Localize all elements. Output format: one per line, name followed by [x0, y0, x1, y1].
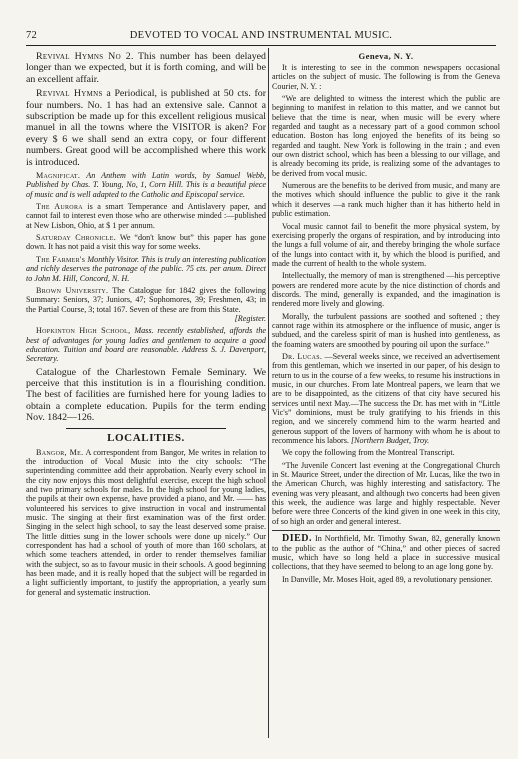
- magnificat-lead: Magnificat.: [36, 171, 81, 181]
- farmers-visitor-paragraph: [26, 255, 266, 283]
- charlestown-seminary-paragraph: Catalogue of the Charlestown Female Seminary. We perceive that this institution is in a flourishing condition. The best of facilities are furnished here for young ladies to obtain a complete education. Pupils for the term ending Nov. 1842—126.: [26, 366, 266, 424]
- page-number: 72: [26, 30, 38, 41]
- bangor-paragraph: [26, 448, 266, 598]
- aurora-paragraph: [26, 202, 266, 230]
- bangor-lead: Bangor, Me.: [36, 447, 84, 457]
- column-divider: [268, 48, 269, 738]
- geneva-heading: Geneva, N. Y.: [358, 51, 414, 61]
- brown-university-source: [Register.: [234, 313, 266, 323]
- revival-hymns-2-paragraph: [26, 51, 266, 85]
- geneva-paragraph-4: Intellectually, the memory of man is strengthened —his perceptive powers are rendered more acute by the nice distinction of chords and discords. The mind, generally is expanded, and the imagination is rendered more lively and glowing.: [272, 271, 500, 309]
- brown-university-lead: Brown University.: [36, 285, 109, 295]
- aurora-lead: The Aurora: [36, 202, 83, 212]
- brown-university-body: The Catalogue for 1842 gives the following Summary: Seniors, 37; Juniors, 47; Sophomores, 39; Freshmen, 43; in the Partial Course, 3; total 167. Seven of these are from this State.: [26, 285, 266, 314]
- magnificat-paragraph: [26, 171, 266, 199]
- farmers-visitor-body: Monthly Visitor. This is truly an interesting publication and richly deserves the patronage of the public. 75 cts. per anum. Direct to John M. Hill, Concord, N. H.: [26, 254, 266, 283]
- magnificat-body: An Anthem with Latin words, by Samuel Webb, Published by Chas. T. Young, No, 1, Corn Hill. This is a beautiful piece of music and is well adapted to the Catholic and Episcopal service.: [26, 171, 266, 199]
- hopkinton-body: Mass. recently established, affords the best of advantages for young ladies and gentlemen to acquire a good education. Tuition and board are reasonable. Address S. J. Davenport, Secretary.: [26, 326, 266, 364]
- died-body: In Northfield, Mr. Timothy Swan, 82, generally known to the public as the author of “China,” and other pieces of sacred music, which have so long held a place in successive musical collections, that they have seemed to belong to an age long gone by.: [272, 534, 500, 572]
- brown-university-paragraph: [26, 286, 266, 314]
- bangor-body: A correspondent from Bangor, Me writes in relation to the introduction of Vocal Music into the city schools: “The superintending committee add their approbation. Nearly every school in the city now enjoys this most delightful exercise, except the high school and two primary schools for males. In the high school for young ladies, the pupils at their own expense, have provided a piano, and Mr. —— has volunteered his services to give instruction in vocal and instrumental music. The singing at their first examination was of the first order. Singing in the select high school, to say the least deserved some praise. The little ditties sung in the lower schools were done up nicely.” Our correspondent has had a school of youth of more than 160 scholars, at which some teachers attended, in order to render themselves familiar with the subject, so as to favour music in their schools. A good beginning has been made, and it is really hoped that the subject will be regarded in a light sufficiently important, to justify the appropriation, a yearly sum for general and systematic instruction.: [26, 447, 266, 597]
- geneva-paragraph-1: “We are delighted to witness the interest which the public are beginning to manifest in relation to this matter, and we cannot but believe that the time is near, when music will be every where regarded and taught as a necessary part of a good common school education. Boston has long enjoyed the benefits of its being so regarded and taught. New York is following in the train ; and even our own district school, which has been a blessing to our village, and is already becoming its pride, is realizing some of the advantages to be derived from vocal music.: [272, 94, 500, 178]
- saturday-chronicle-paragraph: [26, 233, 266, 252]
- left-column: [26, 51, 266, 741]
- dr-lucas-body: —Several weeks since, we received an advertisement from this gentleman, which we inserted in our paper, of his design to return to us in the course of a few weeks, to resume his instructions in music, in our churches. From late Montreal papers, we learn that we are to be disappointed, as the citizens of that city have secured his services until next May.—The success the Dr. has met with in “Little Vic's” dominions, must be truly gratifying to his friends in this region, and we sincerely commend him to the warm hearted and generous support of the lovers of harmony with whom he is about to recommence his labors.: [272, 351, 500, 446]
- aurora-body: is a smart Temperance and Antislavery paper, and cannot fail to interest even those who are otherwise minded :—published at New Lisbon, Ohio, at $ 1 per annum.: [26, 202, 266, 230]
- juvenile-concert-paragraph: “The Juvenile Concert last evening at the Congregational Church in St. Maurice Street, under the direction of Mr. Lucas, like the two in the American Church, was highly interesting and satisfactory. The evening was very pleasant, and although two concerts had been given this week, the audience was large and highly respectable. Never before were three Concerts of the kind given in one week in this city, of so high an order and general interest.: [272, 460, 500, 526]
- revival-hymns-periodical-body: a Periodical, is published at 50 cts. for four numbers. No. 1 has had an extensive sale. Cannot a subscription be made up for this excellent religious musical manuel in all the towns where the VISITOR is aken? For every $ 6 we shall send an extra copy, or four different numbers. Great good will be accomplished where this work is introduced.: [26, 88, 266, 168]
- dr-lucas-source: [Northern Budget, Troy.: [350, 436, 430, 446]
- geneva-intro: It is interesting to see in the common newspapers occasional articles on the subject of music. The following is from the Geneva Courier, N. Y. :: [272, 63, 500, 91]
- header-rule: [26, 45, 496, 46]
- saturday-chronicle-body: We “don't know but” this paper has gone down. It has not paid a visit this way for some weeks.: [26, 233, 266, 252]
- revival-hymns-periodical-lead: Revival Hymns: [36, 88, 103, 100]
- saturday-chronicle-lead: Saturday Chronicle.: [36, 233, 117, 243]
- dr-lucas-lead: Dr. Lucas.: [282, 351, 323, 361]
- localities-title: LOCALITIES.: [107, 431, 185, 444]
- revival-hymns-periodical-paragraph: [26, 88, 266, 168]
- died-paragraph-2: In Danville, Mr. Moses Hoit, aged 89, a revolutionary pensioner.: [282, 574, 493, 584]
- running-title: DEVOTED TO VOCAL AND INSTRUMENTAL MUSIC.: [129, 30, 393, 41]
- farmers-visitor-lead: The Farmer's: [36, 254, 86, 264]
- geneva-paragraph-3: Vocal music cannot fail to benefit the more physical system, by exercising properly the organs of respiration, and by introducing into the lungs a full volume of air, and thereby bringing the whole surface of the lungs into contact with it, by which the blood is purified, and made the current of health to the whole system.: [272, 221, 500, 268]
- right-column: [272, 51, 500, 741]
- geneva-paragraph-2: Numerous are the benefits to be derived from music, and many are the motives which should influence the public to give it the rank which it deserves —a rank much higher than it has hitherto held in public estimation.: [272, 181, 500, 219]
- montreal-intro: We copy the following from the Montreal Transcript.: [282, 448, 455, 458]
- died-divider: [272, 530, 500, 531]
- died-paragraph: [272, 534, 500, 571]
- hopkinton-paragraph: [26, 326, 266, 363]
- geneva-paragraph-5: Morally, the turbulent passions are soothed and softened ; they cannot rage within its atmosphere or the influence of music, anger is subdued, and the careless spirit of man is hushed into gentleness, as the foaming waters are smoothed by pouring oil upon the surface.”: [272, 311, 500, 349]
- dr-lucas-paragraph: [272, 352, 500, 445]
- localities-heading: [26, 428, 266, 444]
- revival-hymns-2-body: This number has been delayed longer than we expected, but it is forth coming, and will be an excellent affair.: [26, 51, 266, 85]
- revival-hymns-2-lead: Revival Hymns No 2.: [36, 51, 134, 62]
- page-header: [26, 30, 496, 44]
- hopkinton-lead: Hopkinton High School,: [36, 326, 131, 336]
- died-label: DIED.: [282, 533, 313, 545]
